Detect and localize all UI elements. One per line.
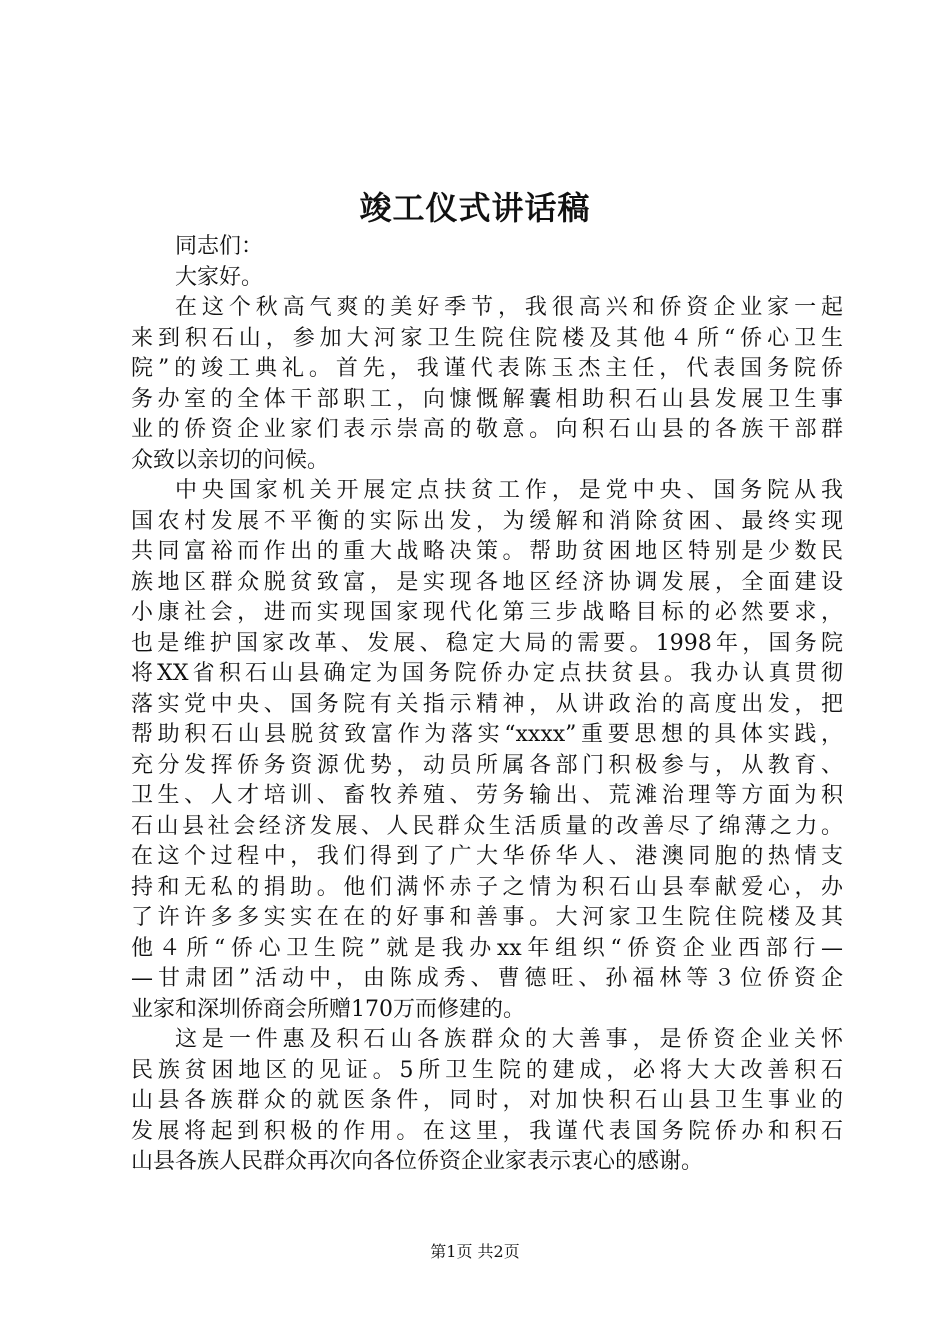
paragraph-line: 务办室的全体干部职工，向慷慨解囊相助积石山县发展卫生事 [131,386,843,412]
salutation: 同志们： [175,234,264,259]
paragraph-line: 也是维护国家改革、发展、稳定大局的需要。1998年，国务院 [131,630,843,656]
page-number-footer: 第1页 共2页 [430,1242,520,1261]
paragraph-line: 国农村发展不平衡的实际出发，为缓解和消除贫困、最终实现 [131,508,843,534]
paragraph-line: 将XX省积石山县确定为国务院侨办定点扶贫县。我办认真贯彻 [131,661,843,686]
document-title: 竣工仪式讲话稿 [359,189,591,227]
paragraph-line: 山县各族群众的就医条件，同时，对加快积石山县卫生事业的 [131,1088,843,1113]
paragraph [131,1025,843,1178]
paragraph-line: 院”的竣工典礼。首先，我谨代表陈玉杰主任，代表国务院侨 [131,356,843,381]
paragraph [131,476,843,1025]
paragraph-line: 充分发挥侨务资源优势，动员所属各部门积极参与，从教育、 [131,752,843,778]
paragraph-line: 众致以亲切的问候。 [131,447,330,473]
paragraph-line: 族地区群众脱贫致富，是实现各地区经济协调发展，全面建设 [131,569,843,595]
paragraph-line: 发展将起到积极的作用。在这里，我谨代表国务院侨办和积石 [131,1118,843,1144]
paragraph-line: 持和无私的捐助。他们满怀赤子之情为积石山县奉献爱心，办 [131,874,843,900]
paragraph-line: 在这个过程中，我们得到了广大华侨华人、港澳同胞的热情支 [131,844,843,869]
paragraph-line: 山县各族人民群众再次向各位侨资企业家表示衷心的感谢。 [131,1149,704,1174]
paragraph-line: —甘肃团”活动中，由陈成秀、曹德旺、孙福林等３位侨资企 [131,966,843,991]
paragraphs-container [131,293,843,1178]
paragraph-line: 他４所“侨心卫生院”就是我办xx年组织“侨资企业西部行— [131,935,843,961]
paragraph-line: 落实党中央、国务院有关指示精神，从讲政治的高度出发，把 [131,691,843,717]
paragraph-line: 业的侨资企业家们表示崇高的敬意。向积石山县的各族干部群 [131,417,843,442]
paragraph-line: 了许许多多实实在在的好事和善事。大河家卫生院住院楼及其 [131,905,843,930]
paragraph-line: 这是一件惠及积石山各族群众的大善事，是侨资企业关怀 [175,1027,843,1052]
paragraph-line: 石山县社会经济发展、人民群众生活质量的改善尽了绵薄之力。 [131,813,843,839]
greeting: 大家好。 [175,264,264,290]
paragraph-line: 民族贫困地区的见证。5所卫生院的建成，必将大大改善积石 [131,1057,843,1083]
paragraph-line: 业家和深圳侨商会所赠170万而修建的。 [131,996,525,1022]
paragraph-line: 来到积石山，参加大河家卫生院住院楼及其他４所“侨心卫生 [131,325,843,351]
paragraph-line: 共同富裕而作出的重大战略决策。帮助贫困地区特别是少数民 [131,539,843,564]
paragraph [131,293,843,476]
paragraph-line: 在这个秋高气爽的美好季节，我很高兴和侨资企业家一起 [175,295,843,320]
document-body [131,232,843,1178]
paragraph-line: 帮助积石山县脱贫致富作为落实“xxxx”重要思想的具体实践， [131,722,843,747]
paragraph-line: 小康社会，进而实现国家现代化第三步战略目标的必然要求， [131,600,843,625]
paragraph-line: 中央国家机关开展定点扶贫工作，是党中央、国务院从我 [175,478,843,503]
paragraph-line: 卫生、人才培训、畜牧养殖、劳务输出、荒滩治理等方面为积 [131,783,843,808]
